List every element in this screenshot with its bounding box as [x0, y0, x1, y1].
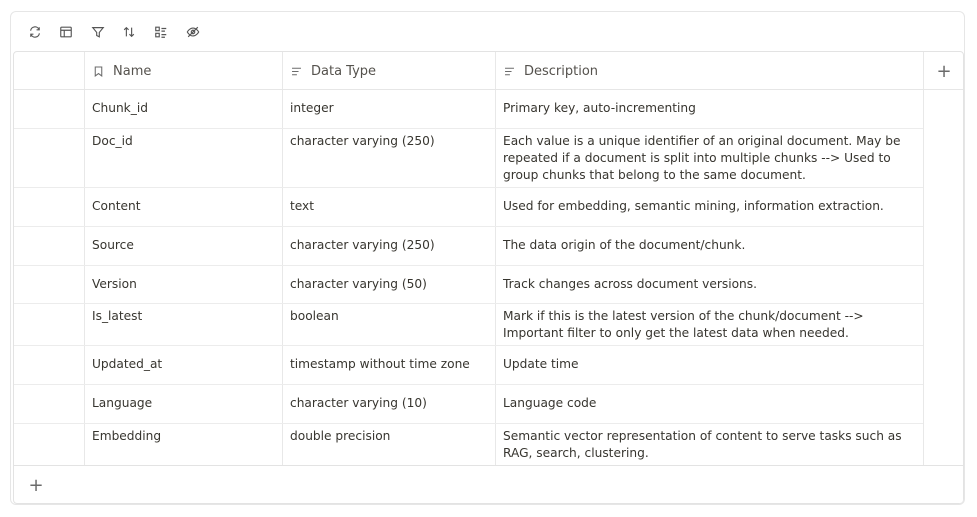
data-grid	[13, 51, 964, 504]
fields-icon[interactable]	[153, 24, 169, 40]
column-divider	[923, 52, 924, 465]
header-row	[14, 52, 963, 90]
cell-data-type[interactable]: text	[290, 199, 315, 213]
cell-data-type[interactable]: timestamp without time zone	[290, 357, 470, 371]
hide-icon[interactable]	[185, 24, 201, 40]
column-header-label: Description	[524, 63, 599, 79]
cell-description[interactable]: Semantic vector representation of content to serve tasks such as RAG, search, clustering.	[503, 429, 902, 460]
cell-description[interactable]: Update time	[503, 357, 579, 371]
cell-description[interactable]: Track changes across document versions.	[503, 277, 758, 291]
refresh-icon[interactable]	[27, 24, 43, 40]
text-lines-icon	[290, 65, 303, 78]
cell-description[interactable]: The data origin of the document/chunk.	[503, 238, 746, 252]
cell-data-type[interactable]: character varying (10)	[290, 396, 427, 410]
cell-name[interactable]: Chunk_id	[92, 101, 148, 115]
bookmark-icon	[92, 65, 105, 78]
cell-data-type[interactable]: boolean	[290, 309, 339, 323]
table-footer	[14, 465, 963, 504]
cell-description[interactable]: Primary key, auto-incrementing	[503, 101, 696, 115]
column-header-data-type[interactable]	[290, 52, 376, 90]
column-header-description[interactable]	[503, 52, 598, 90]
table-view	[10, 11, 965, 505]
cell-name[interactable]: Embedding	[92, 429, 162, 443]
cell-name[interactable]: Language	[92, 396, 153, 410]
add-row-button[interactable]: +	[28, 474, 44, 496]
column-header-label: Name	[113, 63, 152, 79]
table-row[interactable]	[14, 424, 923, 465]
cell-name[interactable]: Updated_at	[92, 357, 163, 371]
table-row[interactable]	[14, 304, 923, 346]
table-row[interactable]	[14, 188, 923, 227]
cell-data-type[interactable]: double precision	[290, 429, 391, 443]
sort-icon[interactable]	[121, 24, 137, 40]
text-lines-icon	[503, 65, 516, 78]
cell-description[interactable]: Used for embedding, semantic mining, information extraction.	[503, 199, 884, 213]
column-header-name[interactable]	[92, 52, 151, 90]
table-row[interactable]	[14, 385, 923, 424]
cell-name[interactable]: Is_latest	[92, 309, 143, 323]
table-row[interactable]	[14, 346, 923, 385]
table-row[interactable]	[14, 90, 923, 129]
cell-name[interactable]: Version	[92, 277, 137, 291]
layout-icon[interactable]	[58, 24, 74, 40]
cell-data-type[interactable]: character varying (50)	[290, 277, 427, 291]
cell-description[interactable]: Each value is a unique identifier of an original document. May be repeated if a document is split into multiple chunks --> Used to group chunks that belong to the same document.	[503, 134, 901, 182]
cell-name[interactable]: Source	[92, 238, 134, 252]
column-header-label: Data Type	[311, 63, 377, 79]
table-row[interactable]	[14, 227, 923, 266]
cell-data-type[interactable]: character varying (250)	[290, 134, 435, 148]
cell-data-type[interactable]: character varying (250)	[290, 238, 435, 252]
cell-data-type[interactable]: integer	[290, 101, 334, 115]
table-row[interactable]	[14, 266, 923, 304]
cell-name[interactable]: Doc_id	[92, 134, 133, 148]
add-column-button[interactable]: +	[936, 60, 952, 82]
toolbar	[11, 12, 964, 52]
cell-name[interactable]: Content	[92, 199, 141, 213]
cell-description[interactable]: Language code	[503, 396, 597, 410]
filter-icon[interactable]	[90, 24, 106, 40]
cell-description[interactable]: Mark if this is the latest version of the chunk/document --> Important filter to only get the latest data when needed.	[503, 309, 864, 340]
table-row[interactable]	[14, 129, 923, 188]
